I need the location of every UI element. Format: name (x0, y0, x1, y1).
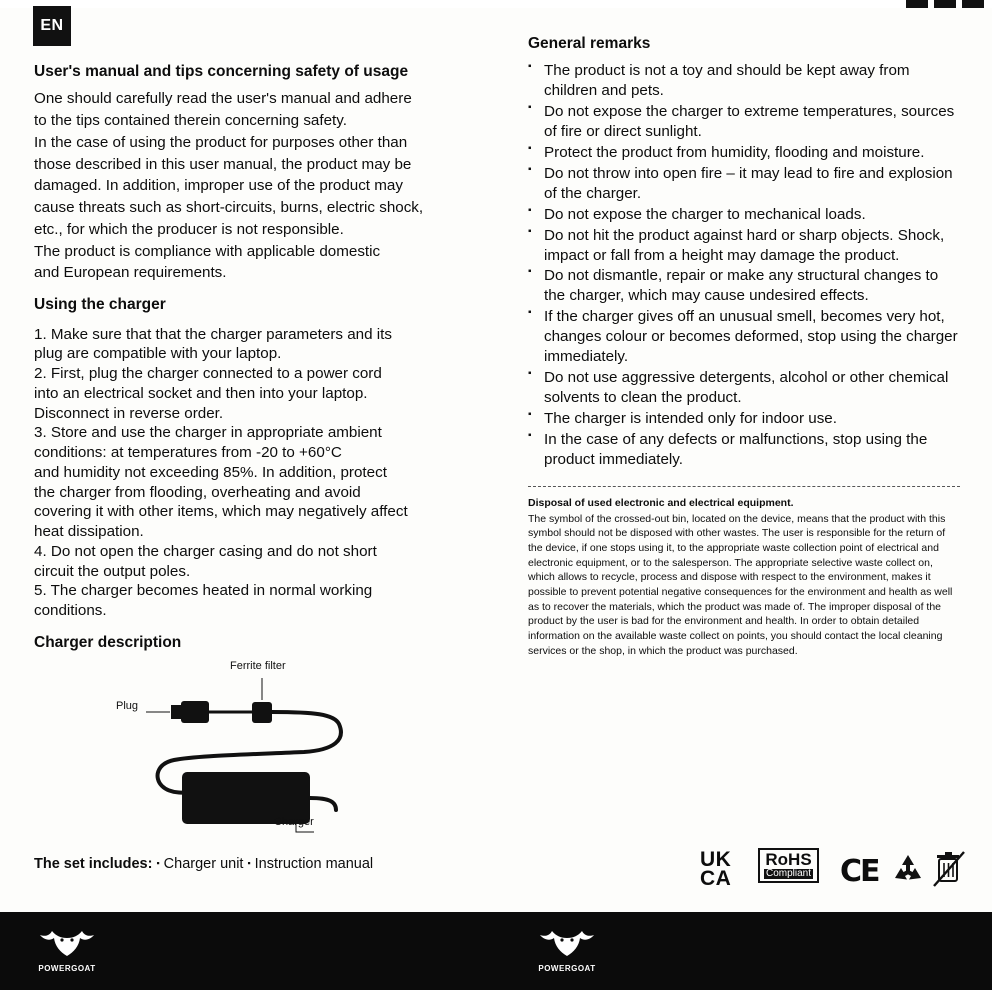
rohs-line1: RoHS (765, 850, 812, 869)
charger-diagram (34, 660, 486, 840)
list-item: ▪ In the case of any defects or malfunctions, stop using the product immediately. (528, 430, 960, 470)
disposal-title: Disposal of used electronic and electrical equipment. (528, 496, 794, 509)
step-line: conditions. (34, 602, 107, 619)
top-edge-strip (0, 0, 992, 8)
diagram-label-charger: Charger (274, 816, 314, 829)
step-line: 3. Store and use the charger in appropriate ambient (34, 424, 382, 442)
diagram-label-ferrite-filter: Ferrite filter (230, 660, 286, 673)
step-line: covering it with other items, which may negatively affect (34, 503, 408, 521)
footer-bar (0, 912, 992, 990)
paragraph-line: The product is compliance with applicable domestic (34, 242, 381, 260)
step-line: 1. Make sure that that the charger parameters and its (34, 325, 392, 343)
list-item: ▪ Do not expose the charger to mechanical loads. (528, 205, 960, 225)
step-line: and humidity not exceeding 85%. In addition, protect (34, 463, 387, 481)
paragraph-line: In the case of using the product for purposes other than (34, 133, 408, 151)
top-strip-segment (906, 0, 928, 8)
section-divider (528, 486, 960, 487)
set-includes-line (34, 856, 373, 872)
goat-head-icon (530, 926, 604, 958)
list-item: ▪ Do not use aggressive detergents, alcohol or other chemical solvents to clean the product. (528, 368, 960, 408)
list-item: ▪ Do not hit the product against hard or sharp objects. Shock, impact or fall from a height may damage the product. (528, 226, 960, 266)
step-line: conditions: at temperatures from -20 to +60°C (34, 444, 342, 461)
diagram-label-plug: Plug (116, 700, 139, 713)
step-line: 2. First, plug the charger connected to a power cord (34, 365, 382, 382)
charger-diagram-svg (34, 660, 486, 840)
step-line: 4. Do not open the charger casing and do not short (34, 542, 377, 560)
language-badge: EN (33, 6, 71, 46)
step-line: into an electrical socket and then into your laptop. (34, 384, 368, 402)
bullet-square-icon: ▪ (156, 858, 160, 868)
ukca-line2: CA (700, 867, 732, 891)
general-remarks-list (528, 61, 960, 469)
disposal-text: The symbol of the crossed-out bin, located on the device, means that the product with this symbol should not be disposed with other wastes. The user is responsible for the return of the device, if one stops using it, to the appropriate waste collection point of electrical and electronic equipment, or to the salesperson. The appropriate selective waste collect on, which allows to recycle, process and dispose with respect to the environment, makes it possible to prevent potential negative consequences for the environment and health as well as to recover the materials, which the product was made of. The improper disposal of the product by the user is bad for the environment and health. In order to obtain detailed information on the available waste collect on points, you should contact the local cleaning services or the shop, in which the product was purchased. (528, 512, 953, 657)
rohs-line2: Compliant (766, 868, 812, 879)
manual-safety-paragraph (34, 89, 486, 283)
set-includes-item: Instruction manual (254, 856, 374, 872)
left-column (34, 62, 486, 840)
brand-name: POWERGOAT (538, 964, 596, 973)
list-item: ▪ If the charger gives off an unusual smell, becomes very hot, changes colour or becomes deformed, stop using the charger immediately. (528, 307, 960, 367)
using-charger-steps (34, 325, 486, 621)
set-includes-label: The set includes: (34, 856, 153, 872)
list-item: ▪ Do not throw into open fire – it may lead to fire and explosion of the charger. (528, 164, 960, 204)
paragraph-line: etc., for which the producer is not responsible. (34, 220, 344, 238)
list-item: ▪ The charger is intended only for indoor use. (528, 409, 960, 429)
list-item: ▪ Do not dismantle, repair or make any structural changes to the charger, which may cause undesired effects. (528, 266, 960, 306)
step-line: Disconnect in reverse order. (34, 404, 224, 422)
paragraph-line: cause threats such as short-circuits, burns, electric shock, (34, 199, 424, 217)
set-includes-item: Charger unit (163, 856, 244, 872)
goat-head-icon (30, 926, 104, 958)
section-title-manual-safety: User's manual and tips concerning safety of usage (34, 63, 409, 80)
step-line: heat dissipation. (34, 523, 144, 540)
ce-mark: CE (840, 854, 879, 889)
paragraph-line: damaged. In addition, improper use of the product may (34, 177, 403, 195)
recycling-icon (890, 852, 926, 891)
brand-logo-center (530, 926, 604, 978)
step-line: circuit the output poles. (34, 562, 191, 580)
certification-marks (700, 846, 970, 902)
bullet-square-icon: ▪ (247, 858, 251, 868)
section-title-using-charger: Using the charger (34, 296, 166, 314)
brand-logo-left (30, 926, 104, 978)
rohs-mark (758, 848, 819, 883)
list-item: ▪ The product is not a toy and should be kept away from children and pets. (528, 61, 960, 101)
paragraph-line: to the tips contained therein concerning safety. (34, 112, 347, 130)
brand-name: POWERGOAT (38, 964, 96, 973)
step-line: 5. The charger becomes heated in normal working (34, 582, 373, 600)
right-column (528, 34, 960, 658)
list-item: ▪ Protect the product from humidity, flooding and moisture. (528, 143, 960, 163)
top-strip-segment (934, 0, 956, 8)
paragraph-line: and European requirements. (34, 264, 227, 282)
step-line: plug are compatible with your laptop. (34, 345, 282, 363)
paragraph-line: those described in this user manual, the product may be (34, 155, 412, 173)
crossed-out-bin-icon (932, 850, 966, 895)
paragraph-line: One should carefully read the user's manual and adhere (34, 90, 412, 108)
section-title-charger-description: Charger description (34, 633, 182, 651)
list-item: ▪ Do not expose the charger to extreme temperatures, sources of fire or direct sunlight. (528, 102, 960, 142)
section-title-general-remarks: General remarks (528, 35, 651, 52)
ukca-mark (700, 850, 731, 889)
top-strip-segment (962, 0, 984, 8)
ukca-line1: UK (700, 848, 732, 871)
step-line: the charger from flooding, overheating and avoid (34, 483, 361, 501)
